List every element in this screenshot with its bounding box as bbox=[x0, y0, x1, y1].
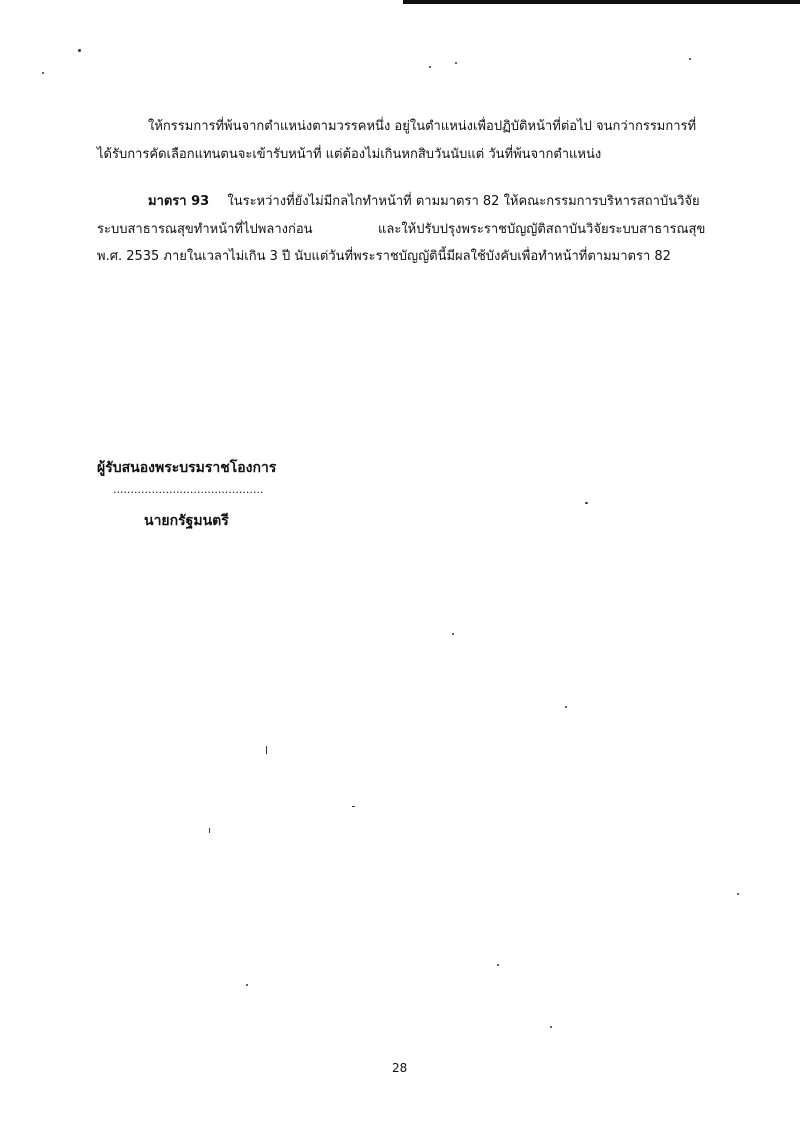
section-93-line-3: พ.ศ. 2535 ภายในเวลาไม่เกิน 3 ปี นับแต่วันที่พระราชบัญญัตินี้มีผลใช้บังคับเพื่อทำหน้าที่ตามมาตรา 82 bbox=[97, 249, 671, 264]
scan-speck bbox=[737, 893, 739, 895]
page-number: 28 bbox=[392, 1061, 408, 1075]
signatory-title: นายกรัฐมนตรี bbox=[144, 513, 229, 529]
scan-speck bbox=[42, 72, 44, 74]
paragraph-line: ให้กรรมการที่พ้นจากตำแหน่งตามวรรคหนึ่ง อยู่ในตำแหน่งเพื่อปฏิบัติหน้าที่ต่อไป จนกว่ากรรมการที่ bbox=[148, 119, 697, 134]
scan-speck bbox=[352, 806, 355, 807]
scan-speck bbox=[497, 964, 499, 966]
signature-dotted-line: ........................................... bbox=[113, 483, 264, 496]
scan-speck bbox=[455, 62, 457, 64]
scan-speck bbox=[246, 984, 248, 986]
scan-speck bbox=[429, 66, 431, 68]
scan-speck bbox=[565, 706, 567, 708]
scan-speck bbox=[689, 58, 691, 60]
paragraph-line: ได้รับการคัดเลือกแทนตนจะเข้ารับหน้าที่ แต่ต้องไม่เกินหกสิบวันนับแต่ วันที่พ้นจากตำแหน่ง bbox=[97, 147, 602, 162]
scan-speck bbox=[266, 746, 267, 754]
scan-speck bbox=[585, 502, 588, 504]
section-number: มาตรา 93 bbox=[148, 194, 210, 209]
countersign-heading: ผู้รับสนองพระบรมราชโองการ bbox=[97, 460, 277, 476]
scan-speck bbox=[209, 828, 210, 833]
scan-speck bbox=[452, 633, 454, 635]
section-93-line-1 bbox=[148, 193, 700, 211]
scan-speck bbox=[550, 1026, 552, 1028]
section-93-line-2b: และให้ปรับปรุงพระราชบัญญัติสถาบันวิจัยระบบสาธารณสุข bbox=[378, 222, 706, 237]
scan-speck bbox=[78, 49, 81, 52]
section-93-line-2a: ระบบสาธารณสุขทำหน้าที่ไปพลางก่อน bbox=[97, 222, 313, 237]
section-text: ในระหว่างที่ยังไม่มีกลไกทำหน้าที่ ตามมาตรา 82 ให้คณะกรรมการบริหารสถาบันวิจัย bbox=[227, 194, 700, 209]
top-scan-edge-line bbox=[403, 0, 800, 4]
